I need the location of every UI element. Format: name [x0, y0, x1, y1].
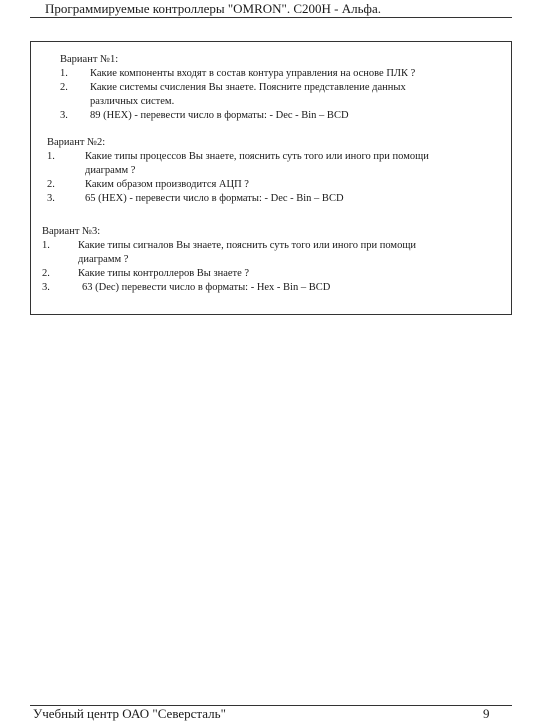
question-number: 1.	[60, 68, 68, 79]
question-number: 3.	[42, 282, 50, 293]
page-number: 9	[483, 706, 490, 721]
question-text: Какие типы процессов Вы знаете, пояснить суть того или иного при помощи	[85, 151, 429, 162]
question-text-continued: различных систем.	[90, 96, 175, 107]
variant-2	[47, 136, 429, 206]
variant-title: Вариант №1:	[60, 54, 119, 65]
question-item	[42, 267, 250, 281]
question-text: 65 (HEX) - перевести число в форматы: - Dec - Bin – BCD	[85, 193, 344, 204]
question-number: 2.	[42, 268, 50, 279]
question-item	[47, 150, 429, 178]
question-text: Какие компоненты входят в состав контура управления на основе ПЛК ?	[90, 68, 416, 79]
question-text: Какие типы сигналов Вы знаете, пояснить суть того или иного при помощи	[78, 240, 417, 251]
question-item	[42, 281, 331, 295]
question-number: 2.	[47, 179, 55, 190]
question-text: Каким образом производится АЦП ?	[85, 179, 249, 190]
question-number: 3.	[60, 110, 68, 121]
variant-title: Вариант №3:	[42, 226, 101, 237]
question-text-continued: диаграмм ?	[78, 254, 129, 265]
question-number: 3.	[47, 193, 55, 204]
question-number: 1.	[42, 240, 50, 251]
question-item	[60, 67, 416, 81]
page-header-title: Программируемые контроллеры "OMRON". C200H - Альфа.	[45, 1, 381, 16]
question-text: 63 (Dec) перевести число в форматы: - Hex - Bin – BCD	[82, 282, 331, 293]
question-text-continued: диаграмм ?	[85, 165, 136, 176]
question-number: 1.	[47, 151, 55, 162]
question-item	[42, 239, 417, 267]
question-item	[60, 81, 406, 109]
question-text: Какие системы счисления Вы знаете. Поясните представление данных	[90, 82, 406, 93]
question-number: 2.	[60, 82, 68, 93]
variant-title: Вариант №2:	[47, 137, 106, 148]
question-item	[47, 178, 249, 192]
question-item	[60, 109, 349, 123]
page-footer-text: Учебный центр ОАО "Северсталь"	[33, 706, 226, 721]
question-text: 89 (HEX) - перевести число в форматы: - Dec - Bin – BCD	[90, 110, 349, 121]
question-item	[47, 192, 344, 206]
header-rule	[30, 17, 512, 18]
variant-3	[42, 225, 417, 295]
question-text: Какие типы контроллеров Вы знаете ?	[78, 268, 250, 279]
variant-1	[60, 53, 416, 123]
